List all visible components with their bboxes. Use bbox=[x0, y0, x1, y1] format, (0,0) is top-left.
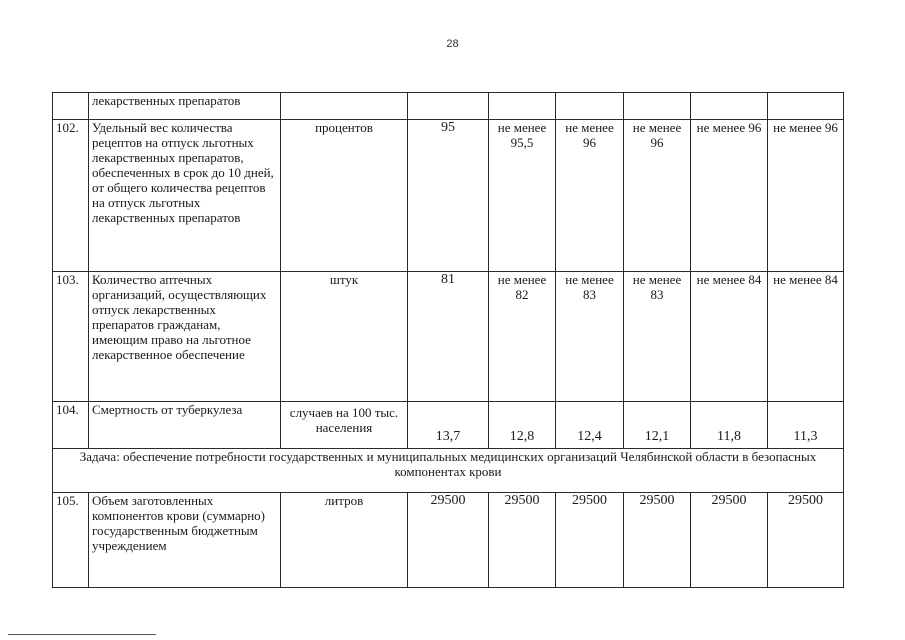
value-year-4 bbox=[691, 93, 768, 120]
unit-cell: штук bbox=[281, 272, 408, 402]
row-number: 104. bbox=[53, 402, 89, 449]
footer-divider bbox=[8, 634, 156, 635]
value-year-4: не менее 84 bbox=[691, 272, 768, 402]
value-year-5: 11,3 bbox=[768, 402, 844, 449]
value-year-5: не менее 84 bbox=[768, 272, 844, 402]
value-year-5: 29500 bbox=[768, 493, 844, 588]
value-year-3 bbox=[624, 93, 691, 120]
value-year-3: не менее 83 bbox=[624, 272, 691, 402]
value-year-1: не менее 82 bbox=[489, 272, 556, 402]
unit-cell: литров bbox=[281, 493, 408, 588]
indicators-table bbox=[52, 92, 844, 588]
value-year-5: не менее 96 bbox=[768, 120, 844, 272]
unit-cell: случаев на 100 тыс. населения bbox=[281, 402, 408, 449]
unit-cell bbox=[281, 93, 408, 120]
value-year-3: 12,1 bbox=[624, 402, 691, 449]
value-base: 95 bbox=[408, 120, 489, 272]
value-year-1 bbox=[489, 93, 556, 120]
row-number: 103. bbox=[53, 272, 89, 402]
table-row-105 bbox=[53, 493, 844, 588]
value-year-1: не менее 95,5 bbox=[489, 120, 556, 272]
value-base: 81 bbox=[408, 272, 489, 402]
table-row-continuation bbox=[53, 93, 844, 120]
value-year-3: не менее 96 bbox=[624, 120, 691, 272]
indicator-name: Смертность от туберкулеза bbox=[89, 402, 281, 449]
value-year-3: 29500 bbox=[624, 493, 691, 588]
value-year-2: не менее 96 bbox=[556, 120, 624, 272]
table-row-102 bbox=[53, 120, 844, 272]
value-year-5 bbox=[768, 93, 844, 120]
value-year-2: 29500 bbox=[556, 493, 624, 588]
task-row bbox=[53, 449, 844, 493]
indicator-name: Объем заготовленных компонентов крови (суммарно) государственным бюджетным учреждением bbox=[89, 493, 281, 588]
table-row-103 bbox=[53, 272, 844, 402]
value-year-1: 29500 bbox=[489, 493, 556, 588]
value-year-1: 12,8 bbox=[489, 402, 556, 449]
value-year-4: 29500 bbox=[691, 493, 768, 588]
value-year-2 bbox=[556, 93, 624, 120]
value-year-4: 11,8 bbox=[691, 402, 768, 449]
table-row-104 bbox=[53, 402, 844, 449]
task-heading: Задача: обеспечение потребности государственных и муниципальных медицинских организаций Челябинской области в безопасных компонентах крови bbox=[53, 449, 844, 493]
value-year-2: 12,4 bbox=[556, 402, 624, 449]
value-base: 29500 bbox=[408, 493, 489, 588]
page-number: 28 bbox=[446, 38, 459, 50]
indicator-name: Удельный вес количества рецептов на отпуск льготных лекарственных препаратов, обеспеченных в срок до 10 дней, от общего количества рецептов на отпуск льготных лекарственных препаратов bbox=[89, 120, 281, 272]
row-number: 105. bbox=[53, 493, 89, 588]
unit-cell: процентов bbox=[281, 120, 408, 272]
indicator-name: Количество аптечных организаций, осуществляющих отпуск лекарственных препаратов гражданам, имеющим право на льготное лекарственное обеспечение bbox=[89, 272, 281, 402]
indicator-name: лекарственных препаратов bbox=[89, 93, 281, 120]
value-year-4: не менее 96 bbox=[691, 120, 768, 272]
row-number: 102. bbox=[53, 120, 89, 272]
value-base: 13,7 bbox=[408, 402, 489, 449]
value-base bbox=[408, 93, 489, 120]
row-number bbox=[53, 93, 89, 120]
value-year-2: не менее 83 bbox=[556, 272, 624, 402]
